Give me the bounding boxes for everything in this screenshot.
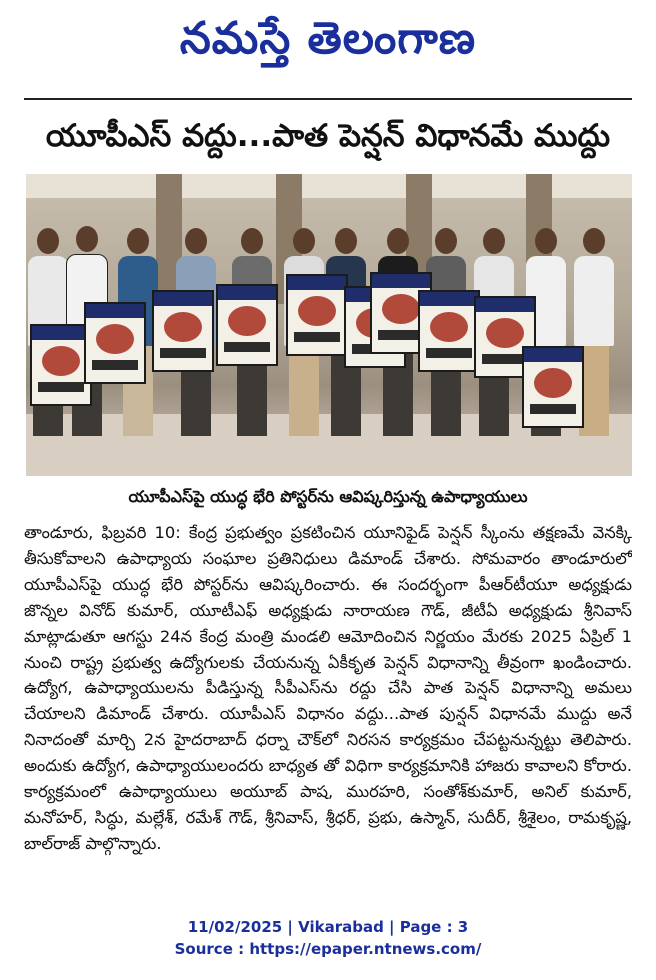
article-headline: యూపీఎస్ వద్దు...పాత పెన్షన్ విధానమే ముద్దు	[45, 118, 611, 154]
newspaper-masthead: నమస్తే తెలంగాణ	[179, 13, 477, 64]
edition-meta: 11/02/2025 | Vikarabad | Page : 3	[187, 918, 469, 936]
article-photo	[26, 174, 632, 476]
source-link[interactable]: Source : https://epaper.ntnews.com/	[174, 940, 482, 958]
photo-caption: యూపీఎస్‌పై యుద్ధ భేరి పోస్టర్‌ను ఆవిష్కరిస్తున్న ఉపాధ్యాయులు	[128, 487, 528, 506]
article-body: తాండూరు, ఫిబ్రవరి 10: కేంద్ర ప్రభుత్వం ప్రకటించిన యూనిఫైడ్ పెన్షన్ స్కీంను తక్షణమే వెనక్కి తీసుకోవాలని ఉపాధ్యాయ సంఘాల ప్రతినిధులు డిమాండ్ చేశారు. సోమవారం తాండూరులో యూపీఎస్‌పై యుద్ధ భేరి పోస్టర్‌ను ఆవిష్కరించారు. ఈ సందర్భంగా పీఆర్‌టీయూ అధ్యక్షుడు జొన్నల వినోద్ కుమార్, యూటీఎఫ్ అధ్యక్షుడు నారాయణ గౌడ్, జీటీఏ అధ్యక్షుడు శ్రీనివాస్ మాట్లాడుతూ ఆగస్టు 24న కేంద్ర మంత్రి మండలి ఆమోదించిన నిర్ణయం మేరకు 2025 ఏప్రిల్ 1 నుంచి రాష్ట్ర ప్రభుత్వ ఉద్యోగులకు చేయనున్న ఏకీకృత పెన్షన్ విధానాన్ని తీవ్రంగా ఖండించారు. ఉద్యోగ, ఉపాధ్యాయులను పీడిస్తున్న సీపీఎస్‌ను రద్దు చేసి పాత పెన్షన్ విధానాన్ని అమలు చేయాలని డిమాండ్ చేశారు. యూపీఎస్ విధానం వద్దు...పాత పున్షన్ విధానమే ముద్దు అనే నినాదంతో మార్చి 2న హైదరాబాద్ ధర్నా చౌక్‌లో నిరసన కార్యక్రమం చేపట్టనున్నట్టు తెలిపారు. అందుకు ఉద్యోగ, ఉపాధ్యాయులందరు బాధ్యత తో విధిగా కార్యక్రమానికి హాజరు కావాలని కోరారు. కార్యక్రమంలో ఉపాధ్యాయులు అయూబ్ పాష, మురహరి, సంతోశ్‌కుమార్, అనిల్ కుమార్, మనోహర్, సిద్ధు, మల్లేశ్, రమేశ్ గౌడ్, శ్రీనివాస్, శ్రీధర్, ప్రభు, ఉస్మాన్, సుదీర్, శ్రీశైలం, రామకృష్ణ, బాల్‌రాజ్ పాల్గొన్నారు.	[24, 523, 632, 853]
masthead-divider	[24, 98, 632, 100]
